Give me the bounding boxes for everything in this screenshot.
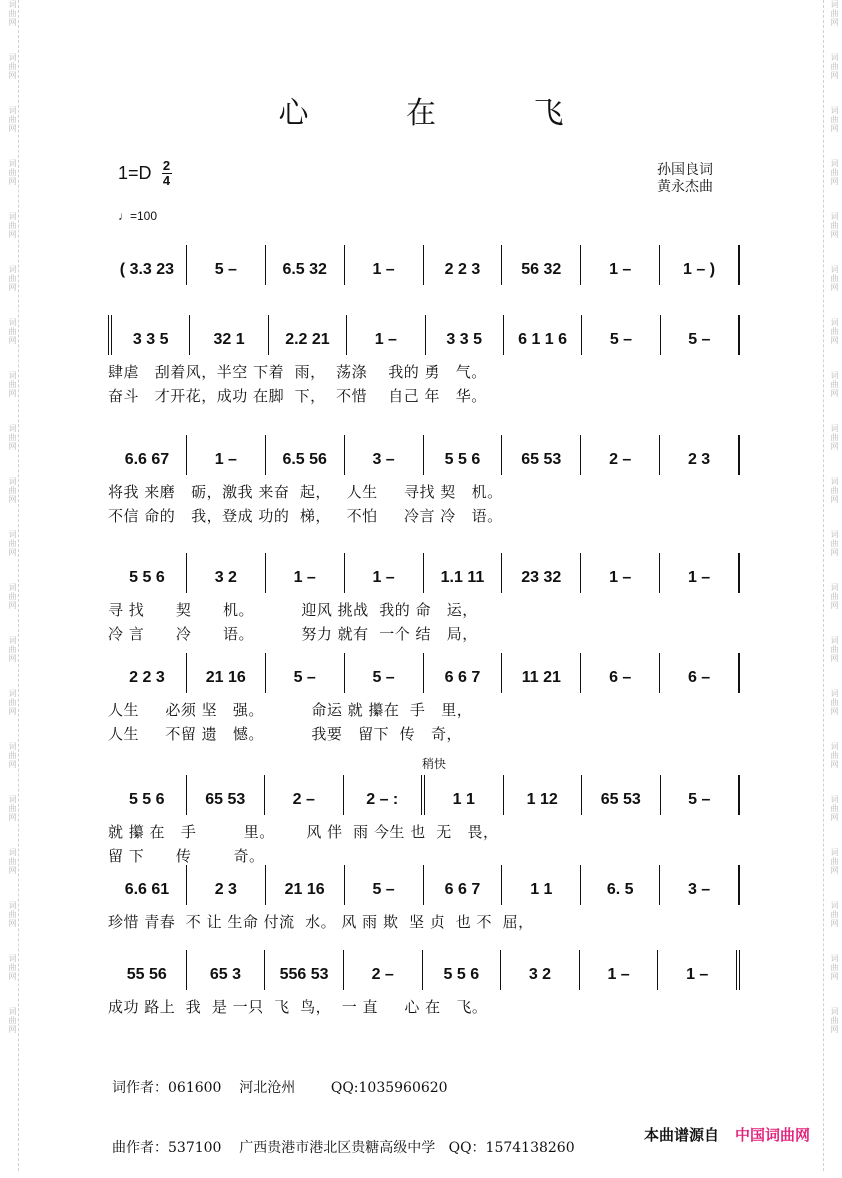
measure-notes: 5 –: [688, 331, 711, 348]
measure-notes: 1 1: [452, 791, 475, 808]
measure-notes: 2 3: [214, 881, 237, 898]
measure: [187, 245, 266, 285]
measure: [108, 775, 187, 815]
measure-notes: 21 16: [284, 881, 325, 898]
watermark-text: 词曲网: [8, 265, 17, 292]
measure-notes: 2 3: [687, 451, 711, 468]
measure-notes: 5 –: [609, 331, 633, 348]
score-line: [108, 553, 740, 663]
staff-row: [108, 435, 740, 475]
measure: [660, 865, 740, 905]
watermark-text: 词曲网: [830, 742, 839, 769]
measure-notes: 5 –: [214, 261, 237, 278]
staff-row: [108, 245, 740, 285]
watermark-text: 词曲网: [830, 318, 839, 345]
composer: 黄永杰曲: [657, 179, 713, 195]
watermark-text: 词曲网: [830, 477, 839, 504]
watermark-text: 词曲网: [8, 371, 17, 398]
measure: [423, 950, 502, 990]
measure-notes: 65 53: [521, 451, 562, 468]
measure: [581, 435, 660, 475]
measure: [266, 865, 345, 905]
measure-notes: 1 –: [293, 569, 316, 586]
measure: [661, 775, 741, 815]
measure-notes: 5 5 6: [129, 569, 165, 586]
watermark-text: 词曲网: [8, 106, 17, 133]
staff-row: [108, 865, 740, 905]
measure-notes: 1.1 11: [440, 569, 485, 586]
measure: [269, 315, 347, 355]
watermark-text: 词曲网: [8, 0, 17, 27]
measure-notes: 556 53: [279, 966, 329, 983]
measure-notes: 5 –: [372, 881, 395, 898]
lyric-line: 将我 来磨 砺，激我 来奋 起， 人生 寻找 契 机。: [108, 483, 503, 501]
watermark-text: 词曲网: [830, 954, 839, 981]
measure: [580, 950, 659, 990]
watermark-text: 词曲网: [8, 636, 17, 663]
measure: [660, 245, 740, 285]
measure-notes: 5 –: [372, 669, 395, 686]
measure: [344, 950, 423, 990]
watermark-text: 词曲网: [830, 1007, 839, 1034]
measure-notes: 2 – :: [366, 791, 399, 808]
lyric-line: 人生 必须 坚 强。 命运 就 攥在 手 里，: [108, 701, 473, 719]
measure-notes: 6.6 67: [124, 451, 170, 468]
measure-notes: 1 –: [214, 451, 237, 468]
watermark-text: 词曲网: [830, 53, 839, 80]
measure: [265, 775, 344, 815]
staff-row: [108, 950, 740, 990]
measure: [187, 865, 266, 905]
measure-notes: 65 53: [600, 791, 641, 808]
time-signature: [162, 160, 172, 187]
watermark-text: 词曲网: [8, 53, 17, 80]
measure: [266, 653, 345, 693]
measure: [424, 245, 503, 285]
source-brand[interactable]: 中国词曲网: [734, 1126, 810, 1144]
measure-notes: 1 12: [526, 791, 558, 808]
measure-notes: 65 3: [209, 966, 241, 983]
measure: [345, 865, 424, 905]
measure: [425, 775, 504, 815]
measure: [661, 315, 740, 355]
lyric-line: 奋斗 才开花，成功 在脚 下， 不惜 自己 年 华。: [108, 387, 487, 405]
lyric-line: 不信 命的 我，登成 功的 梯， 不怕 冷言 冷 语。: [108, 507, 503, 525]
measure: [502, 245, 581, 285]
watermark-text: 词曲网: [830, 901, 839, 928]
meter-bottom: 4: [162, 173, 171, 188]
lyric-line: 成功 路上 我 是 一只 飞 鸟， 一 直 心 在 飞。: [108, 998, 488, 1016]
measure: [108, 950, 187, 990]
measure-notes: 2 2 3: [129, 669, 165, 686]
measure-notes: 1 –: [686, 966, 709, 983]
measure-notes: 2 –: [292, 791, 315, 808]
measure: [344, 775, 426, 815]
measure-notes: 2 2 3: [444, 261, 481, 278]
author-info: [112, 1038, 575, 1178]
measure-notes: 3 3 5: [132, 331, 169, 348]
measure-notes: 3 2: [214, 569, 237, 586]
watermark-text: 词曲网: [8, 424, 17, 451]
measure: [582, 315, 660, 355]
credits: [657, 162, 713, 196]
watermark-text: 词曲网: [8, 477, 17, 504]
measure: [581, 653, 660, 693]
watermark-text: 词曲网: [8, 318, 17, 345]
lyric-line: 肆虐 刮着风，半空 下着 雨， 荡涤 我的 勇 气。: [108, 363, 487, 381]
measure-notes: 1 –: [609, 261, 632, 278]
measure: [660, 553, 740, 593]
measure: [108, 435, 187, 475]
watermark-text: 词曲网: [8, 530, 17, 557]
measure: [345, 245, 424, 285]
measure: [187, 435, 266, 475]
measure: [266, 435, 345, 475]
measure: [504, 315, 582, 355]
lyric-line: 留 下 传 奇。: [108, 847, 265, 865]
measure-notes: 1 1: [530, 881, 553, 898]
measure: [502, 435, 581, 475]
measure: [265, 950, 344, 990]
measure: [504, 775, 583, 815]
watermark-text: 词曲网: [830, 795, 839, 822]
measure-notes: 23 32: [521, 569, 562, 586]
measure: [426, 315, 504, 355]
measure: [660, 435, 740, 475]
watermark-text: 词曲网: [8, 954, 17, 981]
measure: [424, 865, 503, 905]
measure: [581, 245, 660, 285]
left-watermark-strip: [2, 0, 19, 1171]
watermark-text: 词曲网: [830, 0, 839, 27]
score-line: [108, 653, 740, 763]
watermark-text: 词曲网: [8, 212, 17, 239]
score-line: [108, 435, 740, 545]
watermark-text: 词曲网: [830, 636, 839, 663]
measure-notes: 1 –: [372, 569, 395, 586]
measure-notes: 1 –: [607, 966, 630, 983]
measure-notes: 5 5 6: [128, 791, 165, 808]
staff-row: [108, 315, 740, 355]
measure-notes: 6 6 7: [444, 881, 481, 898]
watermark-text: 词曲网: [830, 265, 839, 292]
staff-row: [108, 775, 740, 815]
measure-notes: 1 – ): [683, 261, 716, 278]
measure-notes: 1 –: [372, 261, 395, 278]
measure: [501, 950, 580, 990]
measure-notes: 6 –: [687, 669, 711, 686]
watermark-text: 词曲网: [8, 689, 17, 716]
measure: [424, 653, 503, 693]
watermark-text: 词曲网: [830, 583, 839, 610]
measure-notes: 6.5 32: [282, 261, 327, 278]
source-label: 本曲谱源自: [643, 1126, 719, 1144]
measure-notes: 6.6 61: [124, 881, 170, 898]
measure-notes: 5 –: [293, 669, 316, 686]
measure-notes: 65 53: [205, 791, 246, 808]
measure: [502, 553, 581, 593]
watermark-text: 词曲网: [830, 212, 839, 239]
measure: [658, 950, 740, 990]
watermark-text: 词曲网: [8, 848, 17, 875]
watermark-text: 词曲网: [8, 1007, 17, 1034]
measure-notes: 32 1: [213, 331, 245, 348]
measure: [345, 435, 424, 475]
measure-notes: 3 –: [687, 881, 711, 898]
composer-contact: 曲作者：537100 广西贵港市港北区贵糖高级中学 QQ：1574138260: [112, 1140, 575, 1156]
measure-notes: 6 –: [609, 669, 632, 686]
song-title: 心 在 飞: [278, 96, 608, 131]
measure-notes: 1 –: [687, 569, 711, 586]
measure: [266, 553, 345, 593]
watermark-text: 词曲网: [830, 424, 839, 451]
measure: [187, 653, 266, 693]
measure: [187, 950, 266, 990]
lyric-line: 寻 找 契 机。 迎风 挑战 我的 命 运，: [108, 601, 478, 619]
lyric-line: 冷 言 冷 语。 努力 就有 一个 结 局，: [108, 625, 478, 643]
key-signature: [118, 160, 172, 187]
measure: [345, 553, 424, 593]
measure: [108, 865, 187, 905]
score-line: [108, 315, 740, 425]
measure: [582, 775, 661, 815]
measure-notes: 5 –: [688, 791, 711, 808]
key-label: 1=D: [118, 163, 152, 183]
measure: [424, 553, 503, 593]
measure-notes: 3 2: [528, 966, 552, 983]
measure-notes: 2 –: [609, 451, 632, 468]
measure: [108, 553, 187, 593]
measure-notes: ( 3.3 23: [119, 261, 175, 278]
measure: [581, 553, 660, 593]
measure: [108, 315, 190, 355]
lyric-line: 珍惜 青春 不 让 生命 付流 水。 风 雨 欺 坚 贞 也 不 屈，: [108, 913, 534, 931]
right-watermark-strip: [823, 0, 840, 1171]
staff-row: [108, 653, 740, 693]
measure-notes: 1 –: [374, 331, 397, 348]
measure-notes: 55 56: [126, 966, 167, 983]
measure: [190, 315, 268, 355]
measure: [108, 653, 187, 693]
measure: [581, 865, 660, 905]
measure-notes: 3 –: [372, 451, 395, 468]
watermark-text: 词曲网: [830, 530, 839, 557]
measure: [502, 653, 581, 693]
measure: [187, 775, 266, 815]
measure-notes: 56 32: [521, 261, 562, 278]
watermark-text: 词曲网: [830, 689, 839, 716]
lyric-line: 就 攥 在 手 里。 风 伴 雨 今生 也 无 畏，: [108, 823, 499, 841]
tempo-change-mark: 稍快: [422, 757, 447, 771]
tempo-marking: ♩=100: [118, 209, 158, 223]
measure: [424, 435, 503, 475]
measure: [660, 653, 740, 693]
measure-notes: 5 5 6: [443, 966, 480, 983]
measure-notes: 21 16: [205, 669, 246, 686]
measure-notes: 6 1 1 6: [518, 331, 568, 348]
measure: [187, 553, 266, 593]
measure: [108, 245, 187, 285]
watermark-text: 词曲网: [830, 848, 839, 875]
staff-row: [108, 553, 740, 593]
watermark-text: 词曲网: [8, 742, 17, 769]
measure-notes: 2 –: [371, 966, 394, 983]
measure: [347, 315, 425, 355]
measure-notes: 6. 5: [606, 881, 634, 898]
watermark-text: 词曲网: [8, 795, 17, 822]
measure-notes: 1 –: [609, 569, 632, 586]
measure-notes: 5 5 6: [444, 451, 481, 468]
lyric-line: 人生 不留 遗 憾。 我要 留下 传 奇，: [108, 725, 462, 743]
meter-top: 2: [162, 158, 171, 173]
lyricist: 孙国良词: [657, 162, 713, 178]
watermark-text: 词曲网: [8, 901, 17, 928]
measure-notes: 2.2 21: [285, 331, 330, 348]
measure-notes: 11 21: [521, 669, 561, 686]
measure: [502, 865, 581, 905]
lyricist-contact: 词作者：061600 河北沧州 QQ:1035960620: [112, 1080, 448, 1096]
source-credit: [644, 1124, 810, 1145]
watermark-text: 词曲网: [8, 583, 17, 610]
measure-notes: 6 6 7: [444, 669, 481, 686]
measure: [345, 653, 424, 693]
watermark-text: 词曲网: [830, 371, 839, 398]
measure-notes: 3 3 5: [446, 331, 482, 348]
watermark-text: 词曲网: [830, 159, 839, 186]
watermark-text: 词曲网: [830, 106, 839, 133]
watermark-text: 词曲网: [8, 159, 17, 186]
measure-notes: 6.5 56: [282, 451, 327, 468]
measure: [266, 245, 345, 285]
